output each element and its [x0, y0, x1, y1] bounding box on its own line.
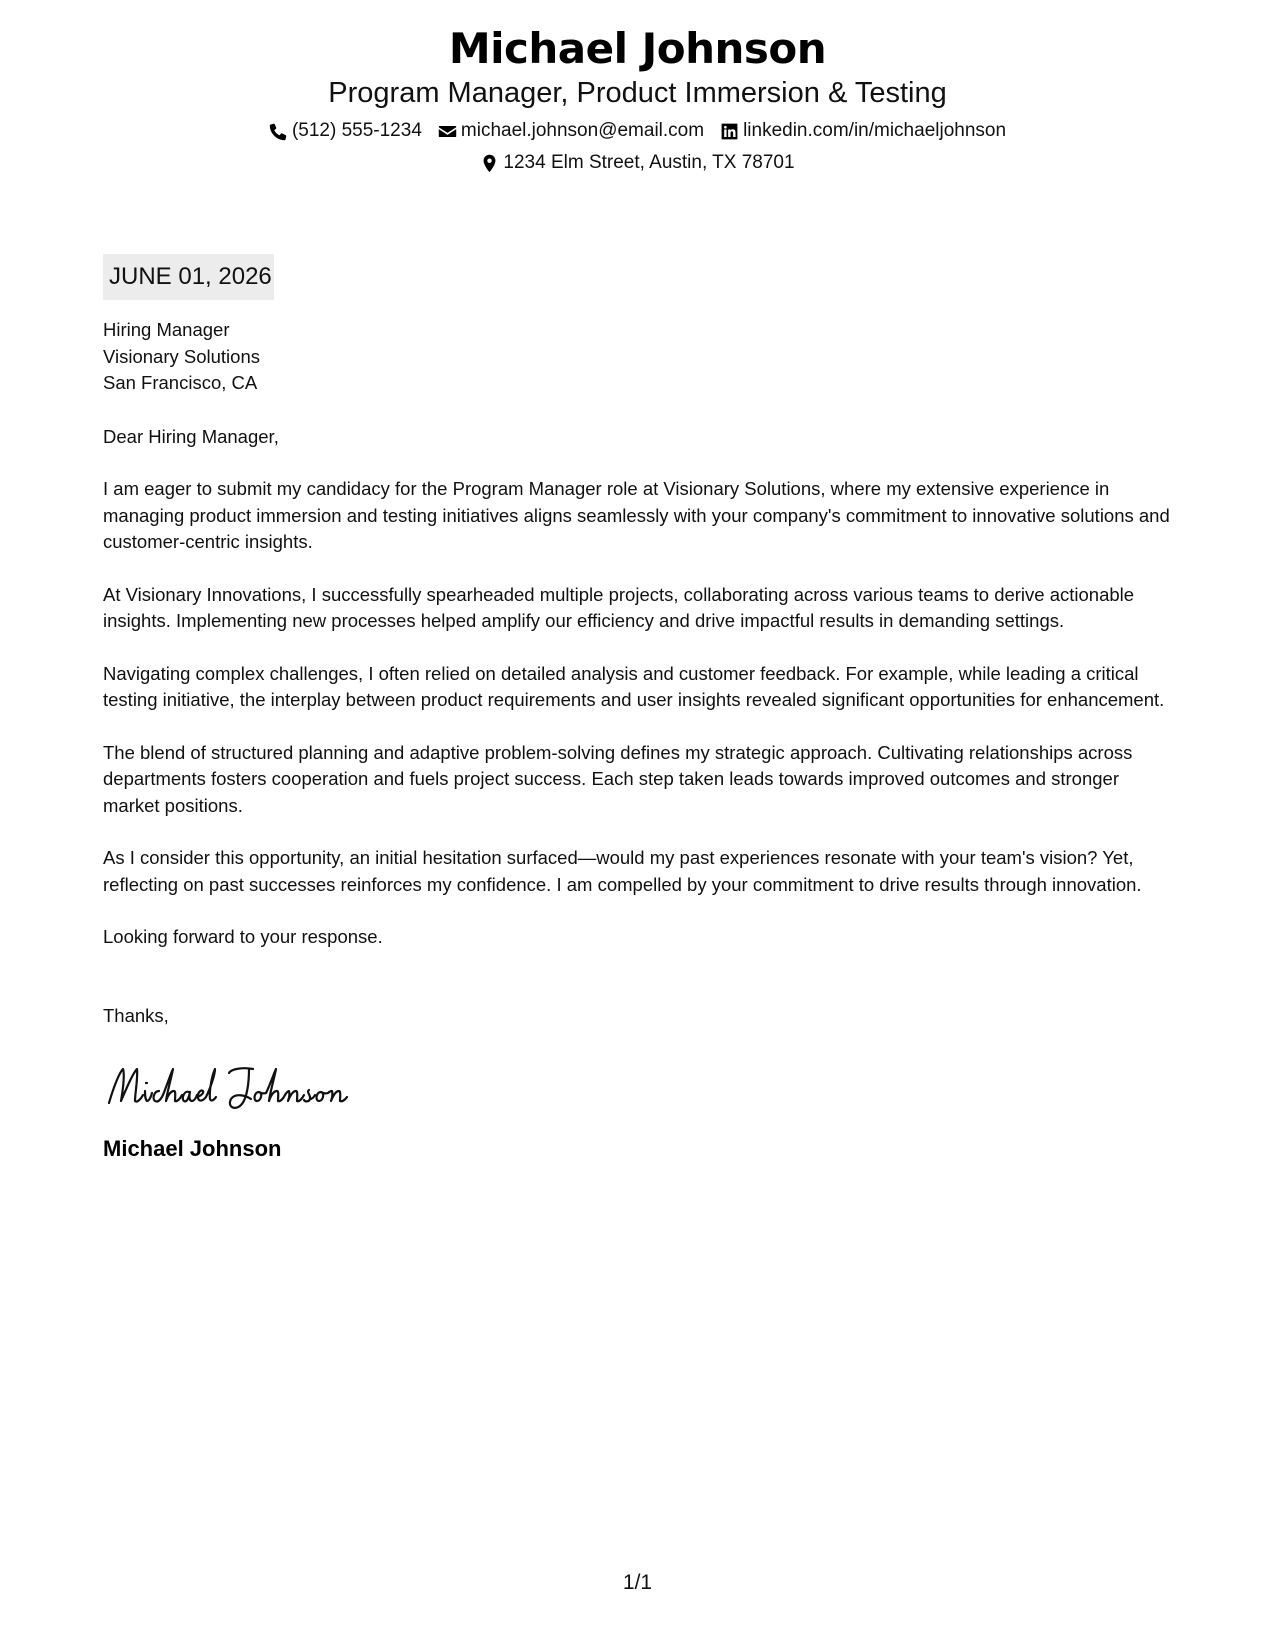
phone-text: (512) 555-1234: [291, 120, 422, 141]
address-text: 1234 Elm Street, Austin, TX 78701: [503, 152, 795, 173]
contact-email[interactable]: [438, 119, 704, 143]
email-link[interactable]: michael.johnson@email.com: [460, 120, 705, 141]
signer-name: Michael Johnson: [103, 1136, 282, 1161]
closing: Thanks,: [103, 1004, 169, 1026]
contact-phone: [269, 119, 422, 143]
contact-address: [480, 151, 794, 175]
recipient-block: [103, 317, 1178, 397]
linkedin-icon: [720, 122, 739, 141]
signature-drawing: [103, 1059, 373, 1113]
handwritten-signature: [103, 1059, 373, 1113]
body-paragraph: Looking forward to your response.: [103, 926, 383, 947]
sender-name: Michael Johnson: [448, 24, 827, 73]
envelope-icon: [438, 122, 457, 141]
recipient-line: Hiring Manager: [103, 319, 230, 340]
salutation: Dear Hiring Manager,: [103, 425, 279, 447]
phone-icon: [269, 122, 288, 141]
letter-header: [0, 22, 1275, 175]
sender-title: Program Manager, Product Immersion & Testing: [328, 77, 947, 109]
letter-date: JUNE 01, 2026: [103, 254, 274, 300]
recipient-location: San Francisco, CA: [103, 372, 258, 393]
body-paragraph: The blend of structured planning and adaptive problem-solving defines my strategic approach. Cultivating relationships across departments fosters cooperation and fuels project success. Each step taken leads towards improved outcomes and stronger market positions.: [103, 741, 1133, 816]
body-paragraph: At Visionary Innovations, I successfully spearheaded multiple projects, collaborating across various teams to derive actionable insights. Implementing new processes helped amplify our efficiency and drive impactful results in demanding settings.: [103, 583, 1135, 631]
contact-row: [0, 119, 1275, 143]
address-row: [0, 151, 1275, 175]
recipient-company: Visionary Solutions: [103, 345, 260, 367]
linkedin-link[interactable]: linkedin.com/in/michaeljohnson: [743, 120, 1007, 141]
contact-linkedin[interactable]: [720, 119, 1006, 143]
body-paragraph: I am eager to submit my candidacy for the Program Manager role at Visionary Solutions, where my extensive experience in managing product immersion and testing initiatives aligns seamlessly with your company's commitment to innovative solutions and customer-centric insights.: [103, 478, 1170, 552]
page-number: 1/1: [622, 1571, 653, 1594]
body-paragraph: As I consider this opportunity, an initial hesitation surfaced—would my past experiences resonate with your team's vision? Yet, reflecting on past successes reinforces my confidence. I am compelled by your commitment to drive results through innovation.: [103, 847, 1142, 895]
body-paragraph: Navigating complex challenges, I often relied on detailed analysis and customer feedback. For example, while leading a critical testing initiative, the interplay between product requirements and user insights revealed significant opportunities for enhancement.: [103, 662, 1165, 710]
letter-body: [103, 254, 1178, 1163]
map-pin-icon: [480, 154, 499, 173]
